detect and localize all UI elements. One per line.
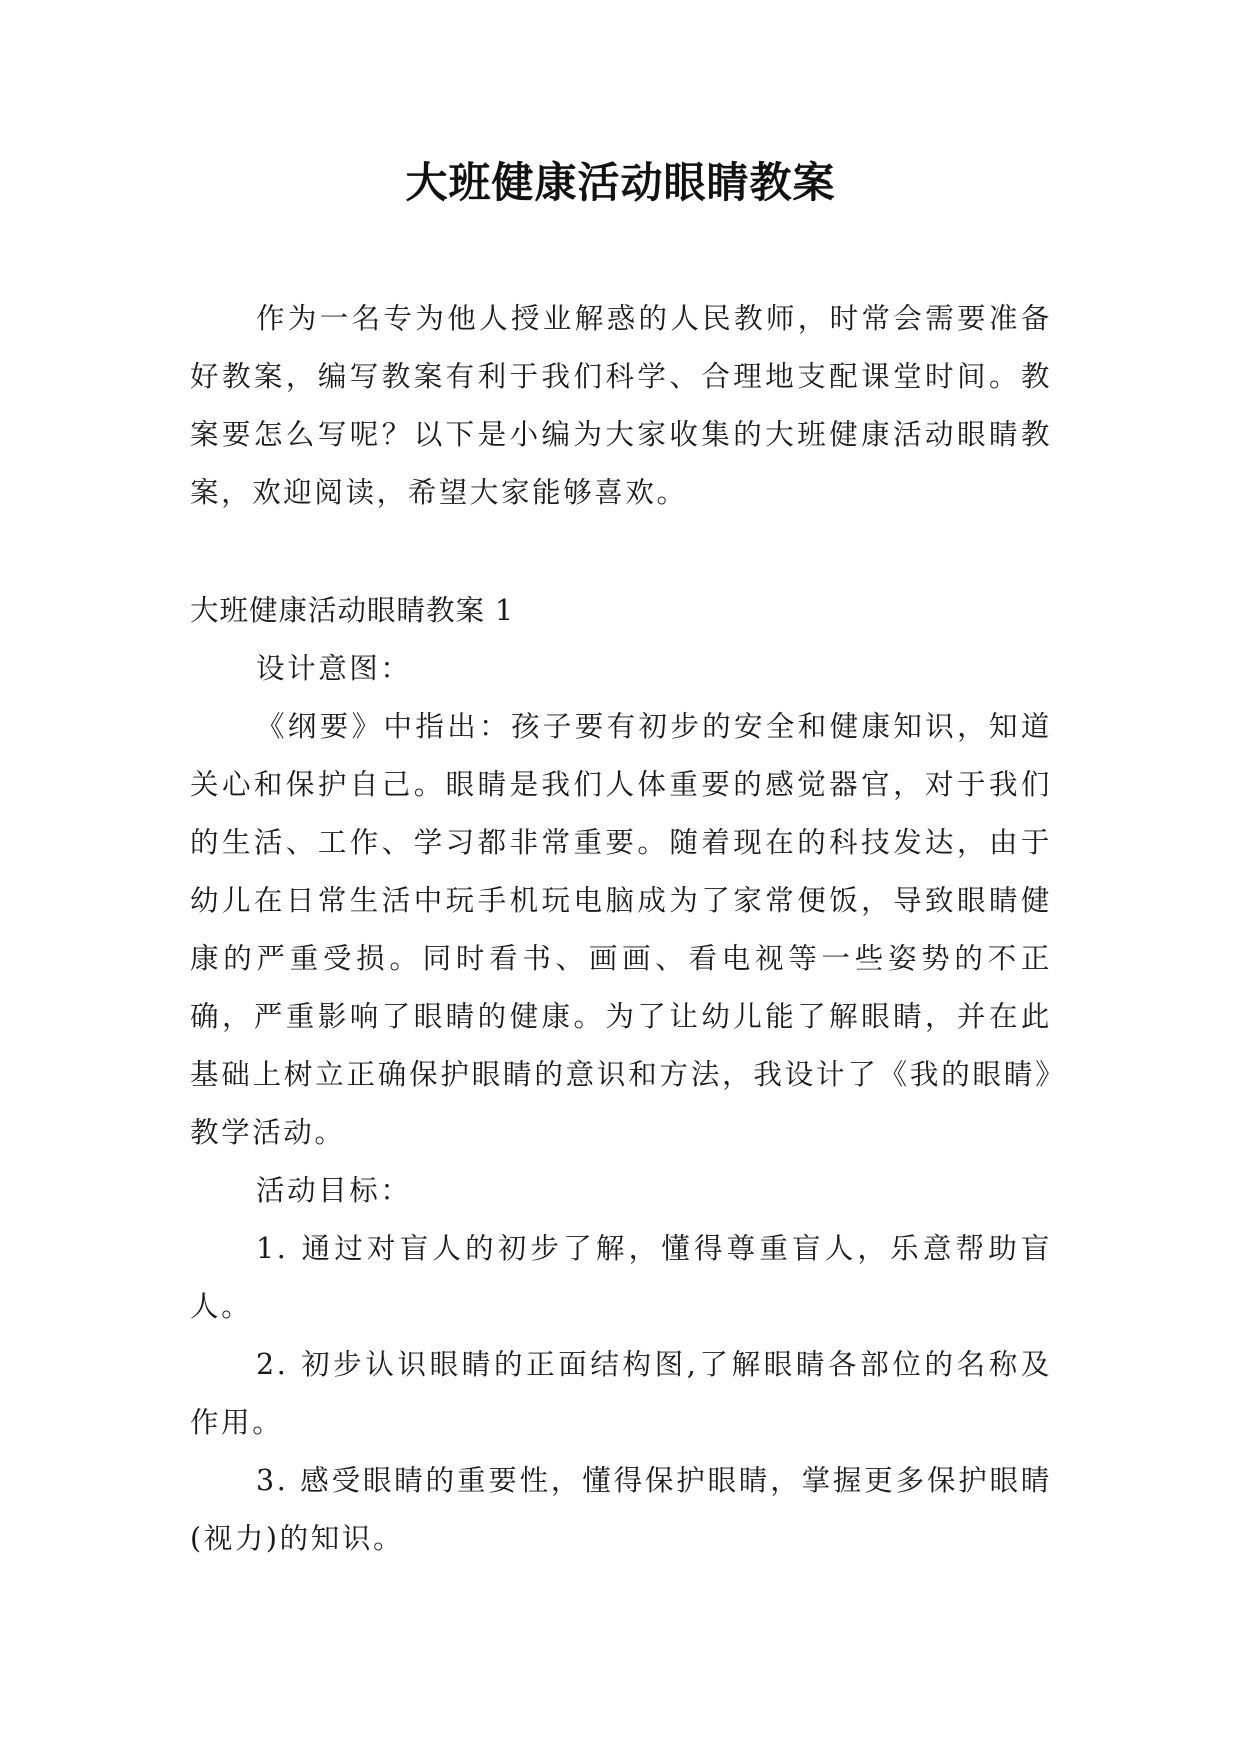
document-title: 大班健康活动眼睛教案 [405, 158, 836, 207]
design-paragraph: 《纲要》中指出：孩子要有初步的安全和健康知识，知道关心和保护自己。眼睛是我们人体重要的感觉器官，对于我们的生活、工作、学习都非常重要。随着现在的科技发达，由于幼儿在日常生活中玩手机玩电脑成为了家常便饭，导致眼睛健康的严重受损。同时看书、画画、看电视等一些姿势的不正确，严重影响了眼睛的健康。为了让幼儿能了解眼睛，并在此基础上树立正确保护眼睛的意识和方法，我设计了《我的眼睛》教学活动。 [190, 710, 1052, 1149]
section-title: 大班健康活动眼睛教案 1 [190, 594, 515, 627]
paragraph-spacer [190, 522, 1052, 582]
goals-heading: 活动目标： [256, 1174, 412, 1207]
intro-paragraph: 作为一名专为他人授业解惑的人民教师，时常会需要准备好教案，编写教案有利于我们科学、合理地支配课堂时间。教案要怎么写呢？以下是小编为大家收集的大班健康活动眼睛教案，欢迎阅读，希望大家能够喜欢。 [190, 302, 1052, 509]
goal-item-2: 2. 初步认识眼睛的正面结构图,了解眼睛各部位的名称及作用。 [190, 1348, 1052, 1439]
document-body [190, 290, 1052, 1568]
goal-item-3: 3. 感受眼睛的重要性，懂得保护眼睛，掌握更多保护眼睛(视力)的知识。 [190, 1464, 1052, 1555]
design-heading: 设计意图： [256, 652, 412, 685]
goal-item-1: 1. 通过对盲人的初步了解，懂得尊重盲人，乐意帮助盲人。 [190, 1232, 1052, 1323]
